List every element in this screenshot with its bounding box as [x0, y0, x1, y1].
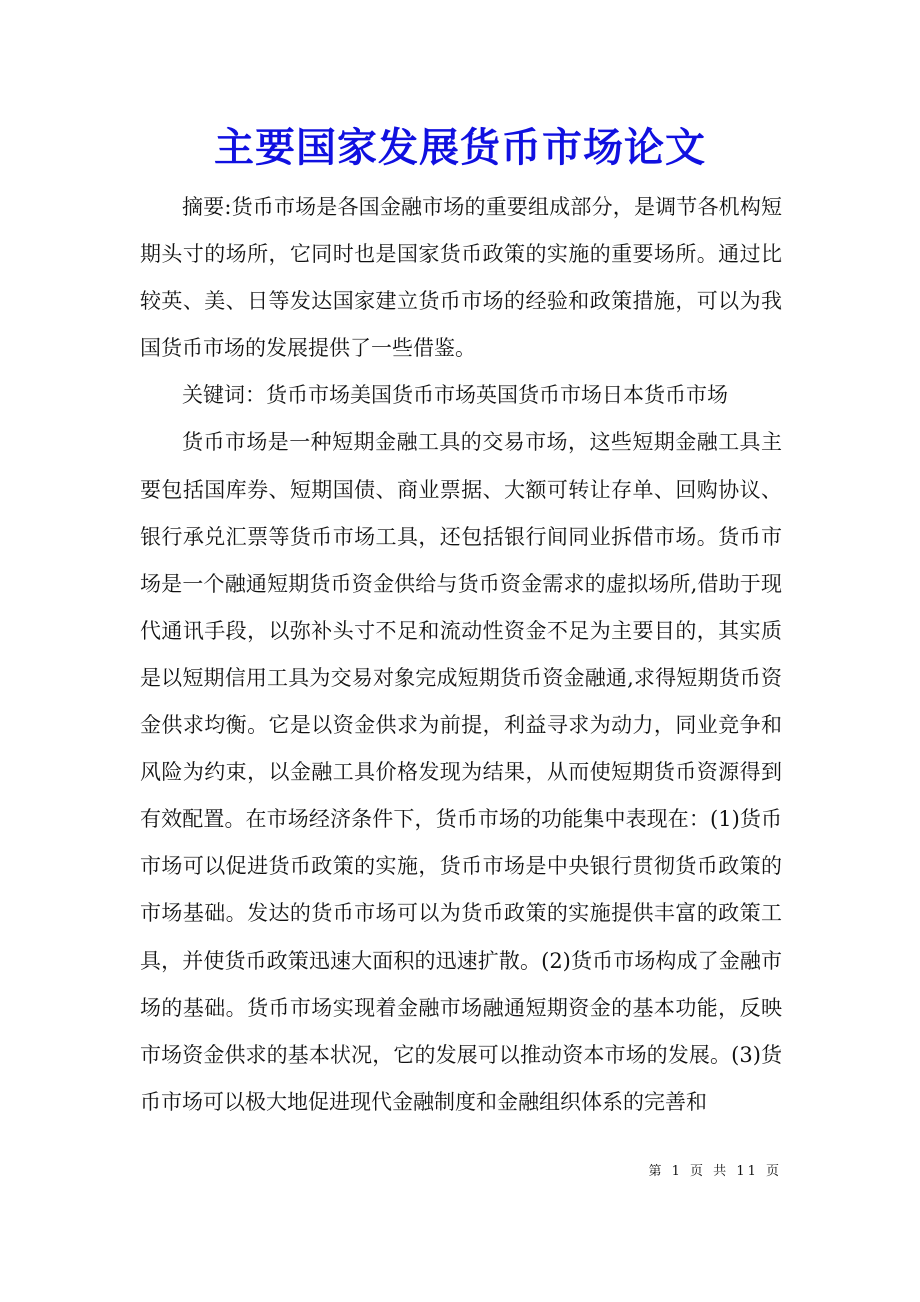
document-body	[140, 184, 782, 1126]
body-paragraph: 货币市场是一种短期金融工具的交易市场，这些短期金融工具主要包括国库券、短期国债、商业票据、大额可转让存单、回购协议、银行承兑汇票等货币市场工具，还包括银行间同业拆借市场。货币市场是一个融通短期货币资金供给与货币资金需求的虚拟场所,借助于现代通讯手段，以弥补头寸不足和流动性资金不足为主要目的，其实质是以短期信用工具为交易对象完成短期货币资金融通,求得短期货币资金供求均衡。它是以资金供求为前提，利益寻求为动力，同业竞争和风险为约束，以金融工具价格发现为结果，从而使短期货币资源得到有效配置。在市场经济条件下，货币市场的功能集中表现在：(1)货币市场可以促进货币政策的实施，货币市场是中央银行贯彻货币政策的市场基础。发达的货币市场可以为货币政策的实施提供丰富的政策工具，并使货币政策迅速大面积的迅速扩散。(2)货币市场构成了金融市场的基础。货币市场实现着金融市场融通短期资金的基本功能，反映市场资金供求的基本状况，它的发展可以推动资本市场的发展。(3)货币市场可以极大地促进现代金融制度和金融组织体系的完善和	[140, 430, 782, 1114]
keywords-paragraph: 关键词：货币市场美国货币市场英国货币市场日本货币市场	[182, 383, 728, 408]
page-number-footer: 第 1 页 共 11 页	[648, 1164, 782, 1179]
document-title: 主要国家发展货币市场论文	[214, 124, 706, 171]
abstract-paragraph: 摘要:货币市场是各国金融市场的重要组成部分，是调节各机构短期头寸的场所，它同时也是国家货币政策的实施的重要场所。通过比较英、美、日等发达国家建立货币市场的经验和政策措施，可以为我国货币市场的发展提供了一些借鉴。	[140, 195, 782, 361]
